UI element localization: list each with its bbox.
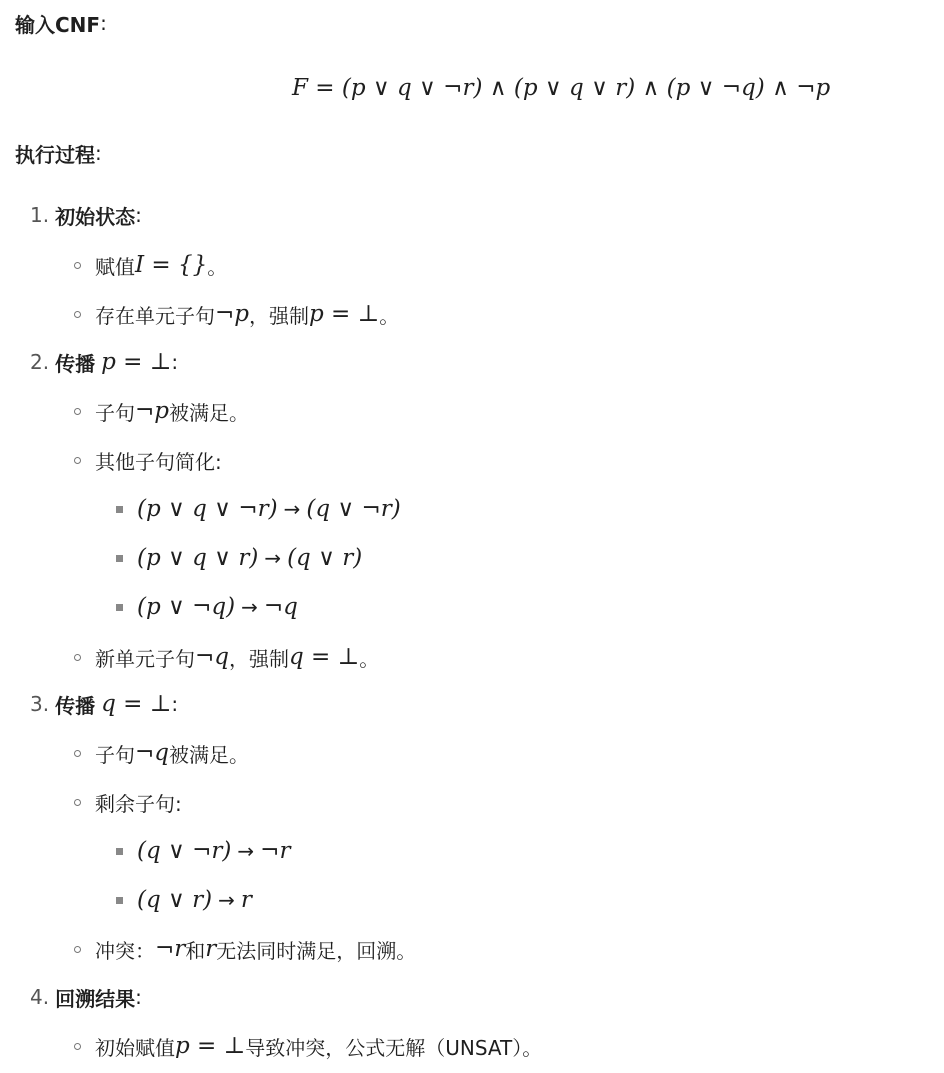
process-label: 执行过程	[15, 142, 95, 167]
sub-list-item: (q ∨ ¬r) → ¬r	[116, 836, 290, 866]
step-title-math: p = ⊥	[101, 349, 172, 375]
step-title: 回溯结果	[55, 986, 136, 1011]
step-title: 传播	[55, 693, 96, 718]
list-item: 存在单元子句 ¬p ，强制 p = ⊥ 。	[74, 299, 399, 329]
step-1-heading: 1. 初始状态 :	[30, 200, 142, 230]
cnf-formula: F = (p ∨ q ∨ ¬r) ∧ (p ∨ q ∨ r) ∧ (p ∨ ¬q) ∧ ¬p	[292, 75, 831, 101]
list-item: 新单元子句 ¬q ，强制 q = ⊥ 。	[74, 642, 379, 672]
process-heading	[15, 138, 102, 168]
step-number: 4.	[30, 985, 50, 1009]
circle-bullet-icon	[74, 262, 81, 269]
circle-bullet-icon	[74, 457, 81, 464]
step-2-heading: 2. 传播 p = ⊥ :	[30, 349, 179, 376]
list-item: 冲突： ¬r 和 r 无法同时满足，回溯。	[74, 934, 416, 964]
list-item: 剩余子句:	[74, 787, 182, 817]
list-item: 子句 ¬p 被满足。	[74, 396, 249, 426]
step-4-heading: 4. 回溯结果 :	[30, 982, 142, 1012]
sub-list-item: (p ∨ q ∨ ¬r) → (q ∨ ¬r)	[116, 494, 401, 524]
step-title: 传播	[55, 351, 96, 376]
circle-bullet-icon	[74, 654, 81, 661]
step-title-math: q = ⊥	[101, 691, 172, 717]
input-colon: :	[100, 11, 107, 35]
square-bullet-icon	[116, 555, 123, 562]
input-label: 输入CNF	[15, 12, 101, 37]
step-title: 初始状态	[55, 204, 136, 229]
square-bullet-icon	[116, 897, 123, 904]
sub-list-item: (q ∨ r) → r	[116, 885, 252, 915]
square-bullet-icon	[116, 506, 123, 513]
sub-list-item: (p ∨ ¬q) → ¬q	[116, 592, 298, 622]
circle-bullet-icon	[74, 408, 81, 415]
square-bullet-icon	[116, 848, 123, 855]
list-item: 其他子句简化:	[74, 445, 222, 475]
list-item: 赋值 I = {} 。	[74, 250, 227, 280]
circle-bullet-icon	[74, 1043, 81, 1050]
step-number: 3.	[30, 692, 50, 716]
process-colon: :	[95, 141, 102, 165]
square-bullet-icon	[116, 604, 123, 611]
step-3-heading: 3. 传播 q = ⊥ :	[30, 691, 179, 718]
sub-list-item: (p ∨ q ∨ r) → (q ∨ r)	[116, 543, 362, 573]
circle-bullet-icon	[74, 311, 81, 318]
circle-bullet-icon	[74, 799, 81, 806]
input-heading	[15, 8, 107, 38]
list-item: 初始赋值 p = ⊥ 导致冲突，公式无解（UNSAT）。	[74, 1031, 542, 1061]
circle-bullet-icon	[74, 750, 81, 757]
step-number: 1.	[30, 203, 50, 227]
step-number: 2.	[30, 350, 50, 374]
list-item: 子句 ¬q 被满足。	[74, 738, 249, 768]
circle-bullet-icon	[74, 946, 81, 953]
